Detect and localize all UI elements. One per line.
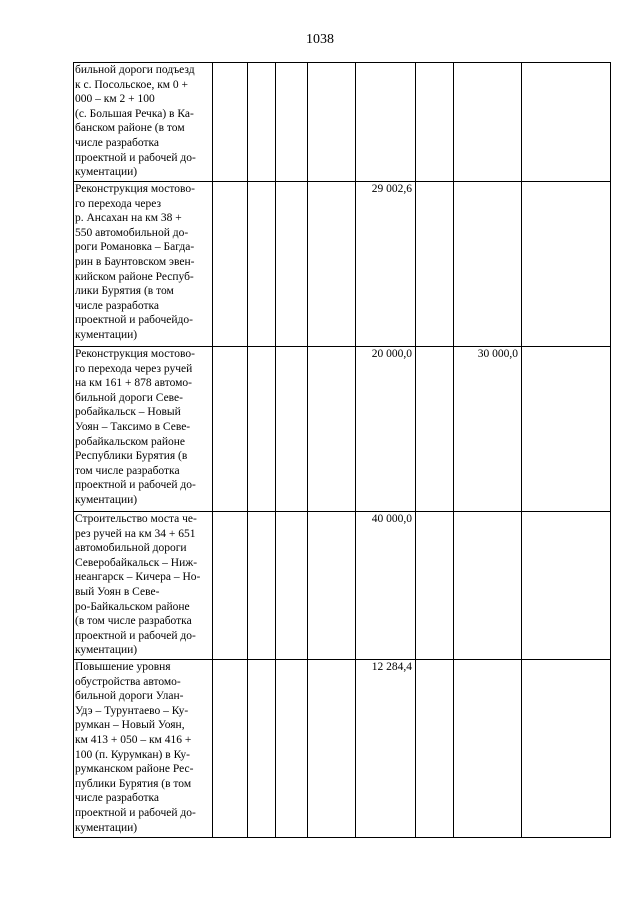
table-cell [276, 512, 308, 660]
row-description: Строительство моста че- рез ручей на км 34 + 651 автомобильной дороги Северобайкальск – Ниж- неангарск – Кичера – Но- вый Уоян в Севе- ро-Байкальском районе (в том числе разработка проектной и рабочей до- кументации) [74, 512, 213, 660]
table-row [74, 63, 611, 182]
table-cell [213, 660, 248, 838]
table-row [74, 182, 611, 347]
table-cell [213, 347, 248, 512]
amount-cell: 29 002,6 [356, 182, 416, 347]
budget-table [73, 62, 611, 838]
table-cell [522, 63, 611, 182]
table-cell [248, 512, 276, 660]
amount-cell [454, 63, 522, 182]
amount-cell [356, 63, 416, 182]
table-cell [213, 182, 248, 347]
table-cell [213, 512, 248, 660]
table-cell [308, 347, 356, 512]
table-cell [248, 660, 276, 838]
table-cell [522, 347, 611, 512]
amount-cell: 40 000,0 [356, 512, 416, 660]
amount-cell: 30 000,0 [454, 347, 522, 512]
table-cell [308, 182, 356, 347]
table-cell [416, 660, 454, 838]
table-cell [522, 660, 611, 838]
table-row [74, 660, 611, 838]
table-cell [248, 63, 276, 182]
table-cell [308, 63, 356, 182]
table-cell [522, 182, 611, 347]
table-cell [248, 182, 276, 347]
page-number: 1038 [306, 32, 334, 47]
amount-cell [454, 182, 522, 347]
table-cell [308, 512, 356, 660]
table-cell [416, 512, 454, 660]
row-description: Реконструкция мостово- го перехода через ручей на км 161 + 878 автомо- бильной дороги Севе- робайкальск – Новый Уоян – Таксимо в Севе- робайкальском районе Республики Бурятия (в том числе разработка проектной и рабочей до- кументации) [74, 347, 213, 512]
amount-cell: 20 000,0 [356, 347, 416, 512]
table-cell [276, 347, 308, 512]
table-cell [416, 347, 454, 512]
table-cell [522, 512, 611, 660]
table-cell [276, 63, 308, 182]
row-description: бильной дороги подъезд к с. Посольское, км 0 + 000 – км 2 + 100 (с. Большая Речка) в Ка- банском районе (в том числе разработка проектной и рабочей до- кументации) [74, 63, 213, 182]
amount-cell: 12 284,4 [356, 660, 416, 838]
table-cell [213, 63, 248, 182]
table-row [74, 512, 611, 660]
row-description: Реконструкция мостово- го перехода через р. Ансахан на км 38 + 550 автомобильной до- роги Романовка – Багда- рин в Баунтовском эвен- кийском районе Респуб- лики Бурятия (в том числе разработка проектной и рабочейдо- кументации) [74, 182, 213, 347]
amount-cell [454, 512, 522, 660]
table-row [74, 347, 611, 512]
table-cell [248, 347, 276, 512]
table-cell [416, 182, 454, 347]
row-description: Повышение уровня обустройства автомо- бильной дороги Улан- Удэ – Турунтаево – Ку- румкан – Новый Уоян, км 413 + 050 – км 416 + 100 (п. Курумкан) в Ку- румканском районе Рес- публики Бурятия (в том числе разработка проектной и рабочей до- кументации) [74, 660, 213, 838]
table-cell [308, 660, 356, 838]
table-cell [416, 63, 454, 182]
table-cell [276, 660, 308, 838]
amount-cell [454, 660, 522, 838]
table-cell [276, 182, 308, 347]
